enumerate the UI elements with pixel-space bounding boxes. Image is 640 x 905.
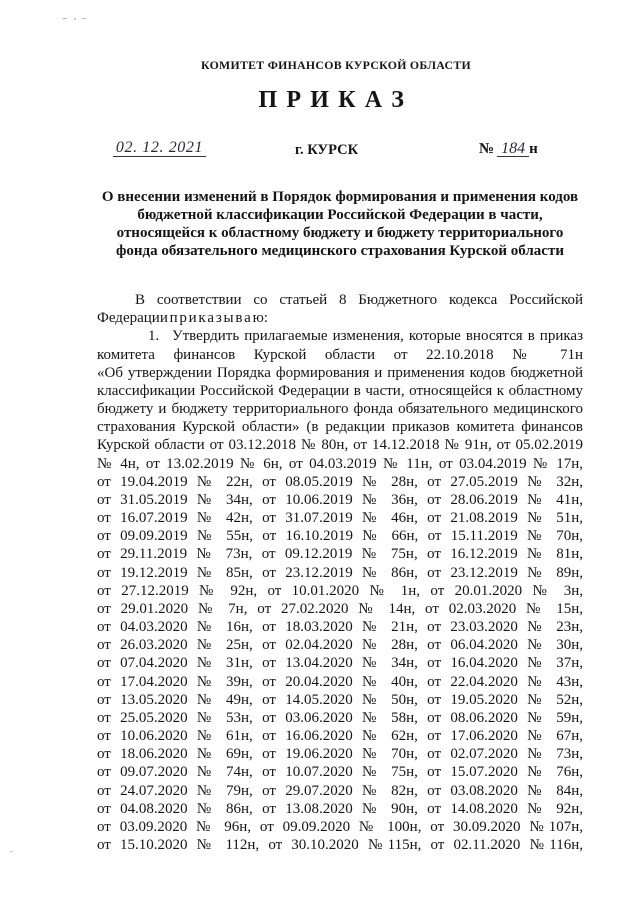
item-number: 1. [148,328,160,345]
body-line: от 29.01.2020 № 7н, от 27.02.2020 № 14н, от 02.03.2020 № 15н, [97,600,583,617]
document-title [97,188,583,260]
body-line: от 19.12.2019 № 85н, от 23.12.2019 № 86н, от 23.12.2019 № 89н, [97,564,583,581]
body-line: от 19.04.2019 № 22н, от 08.05.2019 № 28н, от 27.05.2019 № 32н, [97,473,583,490]
body-line: от 09.07.2020 № 74н, от 10.07.2020 № 75н, от 15.07.2020 № 76н, [97,764,583,781]
body-line: комитета финансов Курской области от 22.10.2018 № 71н [97,346,583,363]
title-line: относящейся к областному бюджету и бюджету территориального [116,225,564,241]
body-line [97,327,583,345]
document-city: г. КУРСК [295,142,359,158]
body-line: № 4н, от 13.02.2019 № 6н, от 04.03.2019 № 11н, от 03.04.2019 № 17н, [97,455,583,472]
body-line: бюджету и бюджету территориального фонда обязательного медицинского [97,401,583,418]
body-line: от 07.04.2020 № 31н, от 13.04.2020 № 34н, от 16.04.2020 № 37н, [97,655,583,672]
scan-mark [82,18,86,19]
body-line: «Об утверждении Порядка формирования и применения кодов бюджетной [97,364,583,381]
document-number [479,140,538,158]
body-line: от 04.03.2020 № 16н, от 18.03.2020 № 21н, от 23.03.2020 № 23н, [97,619,583,636]
body-line: от 27.12.2019 № 92н, от 10.01.2020 № 1н, от 20.01.2020 № 3н, [97,582,583,599]
body-line: страхования Курской области» (в редакции приказов комитета финансов [97,419,583,436]
number-value: 184 [497,141,529,157]
scan-mark [63,18,67,19]
body-line: Федерации п р и к а з ы в а ю: [97,310,268,327]
title-line: фонда обязательного медицинского страхования Курской области [116,243,564,259]
body-line: от 03.09.2020 № 96н, от 09.09.2020 № 100н, от 30.09.2020 №107н, [97,818,583,835]
body-line: от 09.09.2019 № 55н, от 16.10.2019 № 66н, от 15.11.2019 № 70н, [97,528,583,545]
body-line-text: Утвердить прилагаемые изменения, которые вносятся в приказ [172,328,583,345]
title-line: бюджетной классификации Российской Федерации в части, [137,207,543,223]
body-line: от 24.07.2020 № 79н, от 29.07.2020 № 82н, от 03.08.2020 № 84н, [97,782,583,799]
document-body [97,291,583,854]
scan-mark [10,851,13,852]
body-line: от 26.03.2020 № 25н, от 02.04.2020 № 28н, от 06.04.2020 № 30н, [97,637,583,654]
body-line: от 29.11.2019 № 73н, от 09.12.2019 № 75н, от 16.12.2019 № 81н, [97,546,583,563]
number-sign: № [479,141,495,157]
body-line: от 13.05.2020 № 49н, от 14.05.2020 № 50н, от 19.05.2020 № 52н, [97,691,583,708]
scan-mark [74,18,76,20]
organization-name: КОМИТЕТ ФИНАНСОВ КУРСКОЙ ОБЛАСТИ [201,58,471,72]
body-line: от 15.10.2020 № 112н, от 30.10.2020 №115н, от 02.11.2020 №116н, [97,837,583,854]
body-line: В соответствии со статьей 8 Бюджетного кодекса Российской [135,292,583,308]
body-line: от 16.07.2019 № 42н, от 31.07.2019 № 46н, от 21.08.2019 № 51н, [97,510,583,527]
body-line: от 04.08.2020 № 86н, от 13.08.2020 № 90н, от 14.08.2020 № 92н, [97,800,583,817]
body-line: классификации Российской Федерации в части, относящейся к областному [97,382,583,399]
body-line: от 25.05.2020 № 53н, от 03.06.2020 № 58н, от 08.06.2020 № 59н, [97,709,583,726]
title-line: О внесении изменений в Порядок формирования и применения кодов [101,189,579,205]
body-line: от 17.04.2020 № 39н, от 20.04.2020 № 40н, от 22.04.2020 № 43н, [97,673,583,690]
body-line: от 18.06.2020 № 69н, от 19.06.2020 № 70н, от 02.07.2020 № 73н, [97,746,583,763]
body-line: от 31.05.2019 № 34н, от 10.06.2019 № 36н, от 28.06.2019 № 41н, [97,491,583,508]
body-line: от 10.06.2020 № 61н, от 16.06.2020 № 62н, от 17.06.2020 № 67н, [97,728,583,745]
document-type-heading: П Р И К А З [258,87,406,113]
number-suffix: н [529,141,538,157]
document-date: 02. 12. 2021 [113,140,206,157]
body-line: Курской области от 03.12.2018 № 80н, от 14.12.2018 № 91н, от 05.02.2019 [97,437,583,454]
